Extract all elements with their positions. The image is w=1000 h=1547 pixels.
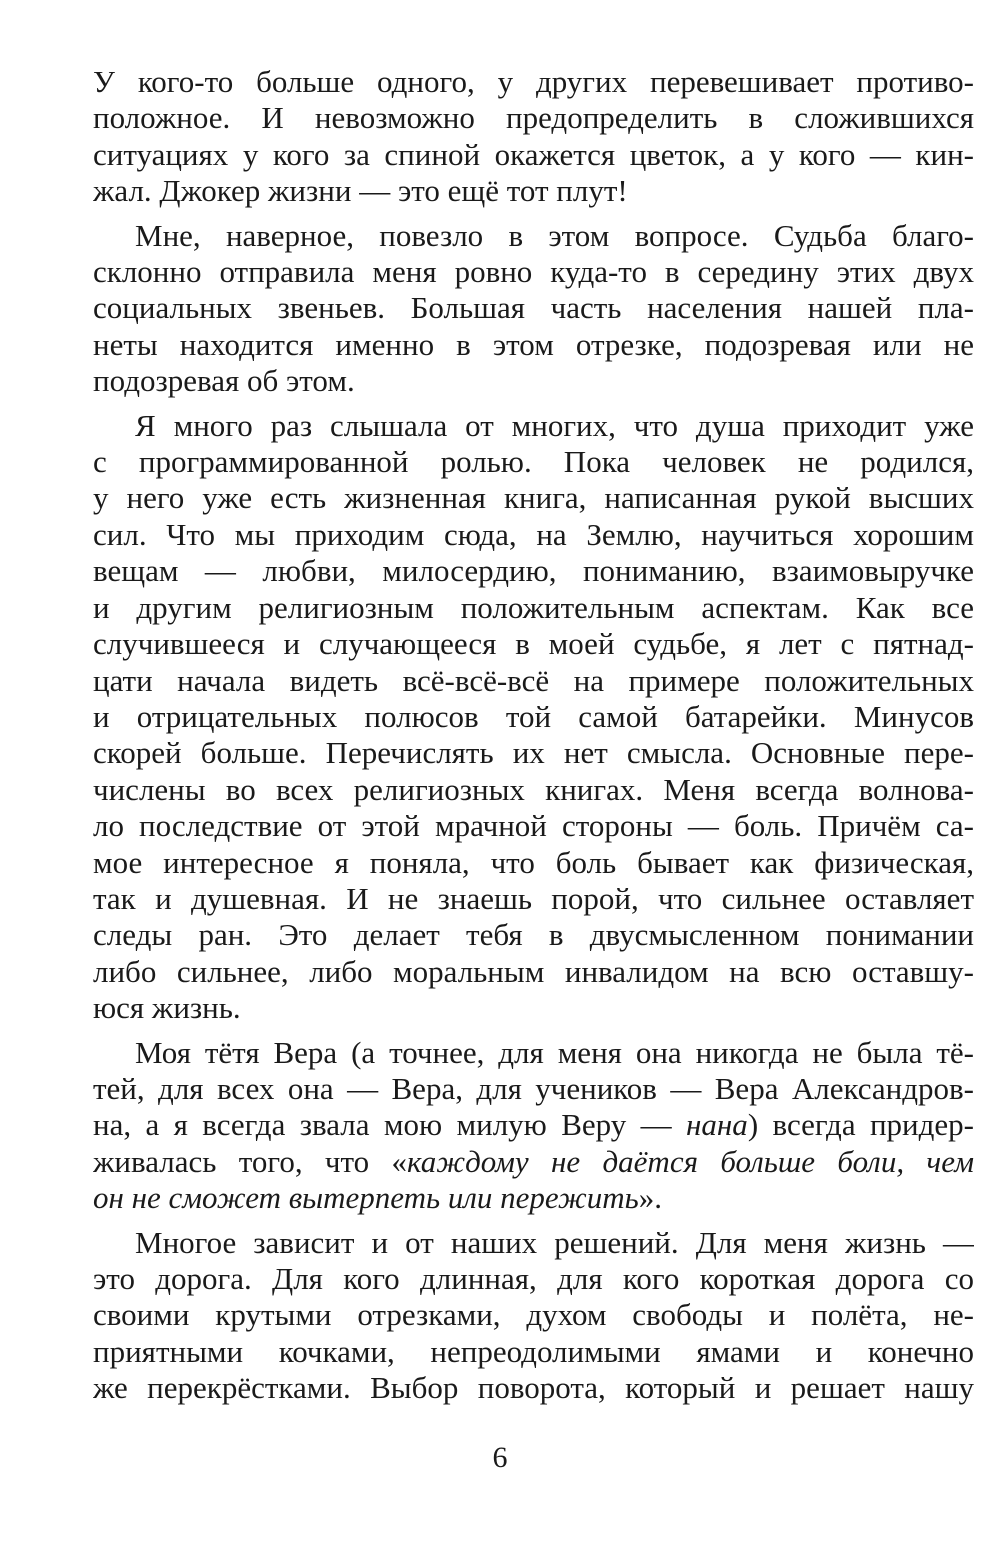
page-body: [93, 64, 974, 1415]
text-line: тей, для всех она — Вера, для учеников — Вера Александров-: [93, 1070, 974, 1106]
text-line: либо сильнее, либо моральным инвалидом на всю оставшу-: [93, 953, 974, 989]
paragraph-5: [93, 1225, 974, 1407]
text-line: вещам — любви, милосердию, пониманию, взаимовыручке: [93, 553, 974, 589]
text-line: мое интересное я поняла, что боль бывает как физическая,: [93, 844, 974, 880]
italic-quote: каждому не даётся больше боли, чем: [407, 1143, 974, 1179]
text-line: случившееся и случающееся в моей судьбе, я лет с пятнад-: [93, 626, 974, 662]
text-line: [93, 1144, 974, 1180]
text-line: склонно отправила меня ровно куда-то в середину этих двух: [93, 254, 974, 290]
italic-nickname: нана: [686, 1107, 748, 1143]
text-run: живалась того, что «: [93, 1143, 408, 1179]
text-line: и другим религиозным положительным аспектам. Как все: [93, 589, 974, 625]
text-line: у него уже есть жизненная книга, написанная рукой высших: [93, 480, 974, 516]
text-line: приятными кочками, непреодолимыми ямами и конечно: [93, 1333, 974, 1369]
text-line: числены во всех религиозных книгах. Меня всегда волнова-: [93, 771, 974, 807]
text-line: Мне, наверное, повезло в этом вопросе. Судьба благо-: [135, 217, 974, 253]
page-number: 6: [492, 1441, 508, 1474]
text-run: ».: [638, 1180, 662, 1216]
text-line: цати начала видеть всё-всё-всё на примере положительных: [93, 662, 974, 698]
text-line: следы ран. Это делает тебя в двусмысленном понимании: [93, 917, 974, 953]
text-line: же перекрёстками. Выбор поворота, который и решает нашу: [93, 1370, 974, 1406]
text-line: и отрицательных полюсов той самой батарейки. Минусов: [93, 698, 974, 734]
text-line: ло последствие от этой мрачной стороны — боль. Причём са-: [93, 808, 974, 844]
text-run: ) всегда придер-: [747, 1107, 974, 1143]
text-line: своими крутыми отрезками, духом свободы и полёта, не-: [93, 1297, 974, 1333]
paragraph-2: [93, 218, 974, 400]
text-line: Моя тётя Вера (а точнее, для меня она никогда не была тё-: [135, 1034, 974, 1070]
text-line: Многое зависит и от наших решений. Для меня жизнь —: [135, 1224, 974, 1260]
paragraph-3: [93, 408, 974, 1027]
text-line: ситуациях у кого за спиной окажется цветок, а у кого — кин-: [93, 136, 974, 172]
text-line: неты находится именно в этом отрезке, подозревая или не: [93, 326, 974, 362]
text-line: подозревая об этом.: [93, 363, 355, 399]
text-line: [93, 1107, 974, 1143]
text-line: юся жизнь.: [93, 990, 241, 1026]
text-line: сил. Что мы приходим сюда, на Землю, научиться хорошим: [93, 516, 974, 552]
text-line: с программированной ролью. Пока человек не родился,: [93, 444, 974, 480]
text-line: социальных звеньев. Большая часть населения нашей пла-: [93, 290, 974, 326]
italic-quote: он не сможет вытерпеть или пережить: [93, 1180, 639, 1216]
text-run: на, а я всегда звала мою милую Веру —: [93, 1107, 687, 1143]
text-line: У кого-то больше одного, у других перевешивает противо-: [93, 64, 974, 99]
paragraph-4: [93, 1035, 974, 1217]
text-line: жал. Джокер жизни — это ещё тот плут!: [93, 173, 628, 209]
paragraph-1: [93, 64, 974, 210]
text-line: скорей больше. Перечислять их нет смысла. Основные пере-: [93, 735, 974, 771]
text-line: положное. И невозможно предопределить в сложившихся: [93, 100, 974, 136]
text-line: это дорога. Для кого длинная, для кого короткая дорога со: [93, 1261, 974, 1296]
text-line: Я много раз слышала от многих, что душа приходит уже: [135, 407, 974, 443]
text-line: [93, 1180, 974, 1216]
text-line: так и душевная. И не знаешь порой, что сильнее оставляет: [93, 880, 974, 916]
